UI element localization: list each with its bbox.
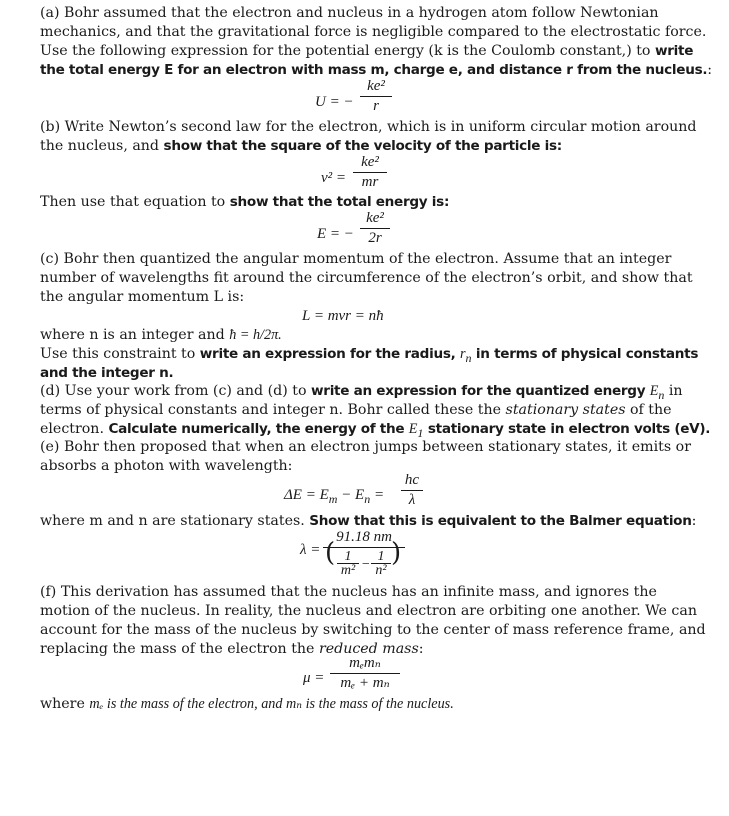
reduced-mass-fraction: mₑmₙ mₑ + mₙ: [330, 655, 400, 692]
part-c-line-3: the angular momentum L is:: [40, 289, 245, 305]
velocity-squared-lhs: v² =: [321, 170, 347, 186]
part-a-line-1: (a) Bohr assumed that the electron and nucleus in a hydrogen atom follow Newtonian: [40, 5, 659, 21]
balmer-minus: −: [361, 557, 371, 572]
part-c-line-6: and the integer n.: [40, 365, 174, 381]
part-f-line-3: account for the mass of the nucleus by switching to the center of mass reference frame, and: [40, 622, 706, 638]
part-d-line-3: electron. Calculate numerically, the energy of the $E_1$ stationary state in electron volts (eV).: [40, 421, 711, 440]
part-d-line-1: (d) Use your work from (c) and (d) to write an expression for the quantized energy $E_n$ in: [40, 383, 683, 402]
part-a-line-3: Use the following expression for the potential energy (k is the Coulomb constant,) to write: [40, 43, 694, 59]
part-c-line-2: number of wavelengths fit around the circumference of the electron’s orbit, and show that: [40, 270, 693, 286]
potential-energy-fraction: ke² r: [360, 78, 392, 115]
open-paren: (: [325, 538, 336, 568]
part-c-line-1: (c) Bohr then quantized the angular momentum of the electron. Assume that an integer: [40, 251, 672, 267]
part-f-line-4: replacing the mass of the electron the reduced mass:: [40, 641, 424, 657]
velocity-squared-fraction: ke² mr: [353, 154, 387, 191]
balmer-lhs: λ =: [300, 542, 321, 558]
part-f-line-2: motion of the nucleus. In reality, the nucleus and electron are orbiting one another. We can: [40, 603, 697, 619]
part-c-line-5: Use this constraint to write an expression for the radius, $r_n$ in terms of physical constants: [40, 346, 699, 365]
photon-energy-lhs: $\Delta E = E_m - E_n$ =: [284, 487, 385, 506]
balmer-inner-fraction-m: 1 m²: [337, 550, 359, 577]
part-b-line-1: (b) Write Newton’s second law for the electron, which is in uniform circular motion around: [40, 119, 697, 135]
part-a-line-2: mechanics, and that the gravitational force is negligible compared to the electrostatic force.: [40, 24, 707, 40]
potential-energy-lhs: U = −: [315, 94, 354, 110]
balmer-fraction: 91.18 nm ( 1 m² − 1 n² ): [323, 529, 405, 579]
part-e-line-3: where m and n are stationary states. Show that this is equivalent to the Balmer equation:: [40, 513, 697, 529]
part-e-line-2: absorbs a photon with wavelength:: [40, 458, 293, 474]
total-energy-fraction: ke² 2r: [360, 210, 390, 247]
angular-momentum-equation: L = mvr = nħ: [302, 308, 384, 324]
part-b-line-3: Then use that equation to show that the total energy is:: [40, 194, 450, 210]
part-f-line-5: where mₑ is the mass of the electron, and mₙ is the mass of the nucleus.: [40, 696, 454, 712]
balmer-inner-fraction-n: 1 n²: [371, 550, 391, 577]
close-paren: ): [391, 538, 402, 568]
part-c-line-4: where n is an integer and ħ = h/2π.: [40, 327, 282, 343]
part-a-line-4: the total energy E for an electron with mass m, charge e, and distance r from the nucleus.:: [40, 62, 713, 78]
part-b-line-2: the nucleus, and show that the square of the velocity of the particle is:: [40, 138, 562, 154]
part-f-line-1: (f) This derivation has assumed that the nucleus has an infinite mass, and ignores the: [40, 584, 657, 600]
total-energy-lhs: E = −: [317, 226, 354, 242]
reduced-mass-lhs: μ =: [303, 670, 325, 686]
photon-energy-fraction: hc λ: [401, 472, 423, 509]
part-d-line-2: terms of physical constants and integer n. Bohr called these the stationary states of the: [40, 402, 672, 418]
part-e-line-1: (e) Bohr then proposed that when an electron jumps between stationary states, it emits or: [40, 439, 691, 455]
